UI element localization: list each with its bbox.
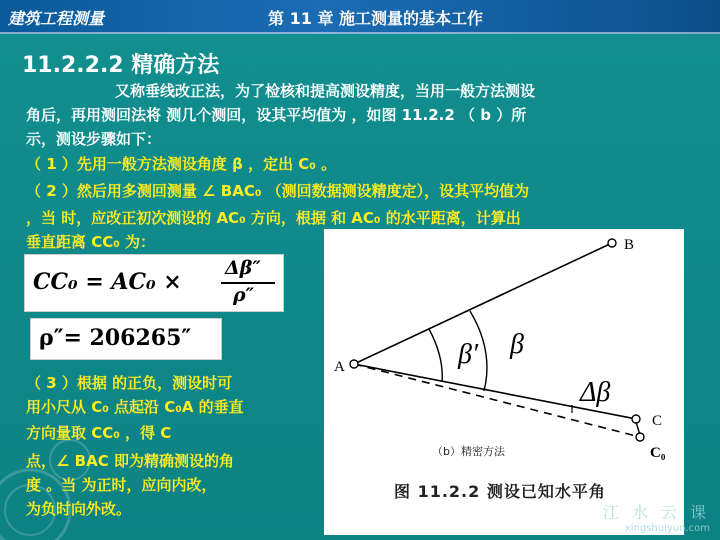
step-3-line-6: 为负时向外改。 [26,500,132,518]
point-c [632,415,640,423]
cc0-formula-lhs: CC₀ = AC₀ × [33,269,182,295]
slide-header [0,0,720,34]
label-b: B [624,237,635,253]
step-3-line-1: （ 3 ）根据 的正负，测设时可 [26,374,233,392]
label-c0: C₀ [650,445,666,461]
angle-diagram [324,229,684,535]
label-c: C [652,413,663,429]
label-a: A [334,359,345,375]
ray-ab [354,243,612,364]
step-2-line-1: （ 2 ）然后用多测回测量 ∠ BAC₀ （测回数据测设精度定），设其平均值为 [26,182,530,200]
step-3-line-5: 度 。当 为正时，应向内改， [26,476,217,494]
label-beta: β [510,329,524,360]
step-3-line-3: 方向量取 CC₀ ，得 C [26,424,172,442]
watermark-name: 江 水 云 课 [602,503,710,522]
watermark [603,500,710,534]
step-3-line-2: 用小尺从 C₀ 点起沿 C₀A 的垂直 [26,398,244,416]
intro-line-3: 示，测设步骤如下： [26,130,162,148]
label-delta-beta: Δβ [580,377,611,408]
arc-beta-prime [429,329,442,382]
cc0-formula-box [24,254,284,312]
label-beta-prime: β′ [458,339,479,370]
cc0-formula-numerator: Δβ″ [225,257,261,279]
intro-line-1: 又称垂线改正法，为了检核和提高测设精度，当用一般方法测设 [115,82,536,100]
section-title: 11.2.2.2 精确方法 [22,53,220,78]
chapter-title: 第 11 章 施工测量的基本工作 [268,9,483,28]
step-3-line-4: 点，∠ BAC 即为精确测设的角 [26,452,234,470]
intro-line-2: 角后，再用测回法将 测几个测回，设其平均值为 ，如图 11.2.2 （ b ）所 [26,106,527,124]
point-a [350,360,358,368]
rho-formula: ρ″= 206265″ [39,325,192,351]
step-2-line-2: ，当 时，应改正初次测设的 AC₀ 方向，根据 和 AC₀ 的水平距离，计算出 [26,209,521,227]
rho-formula-box [30,318,222,360]
point-c0 [636,433,644,441]
cc0-formula-denominator: ρ″ [233,284,255,306]
figure-caption: 图 11.2.2 测设已知水平角 [394,482,606,501]
step-2-line-3: 垂直距离 CC₀ 为： [26,233,156,251]
course-title: 建筑工程测量 [8,9,105,28]
watermark-url: xingshuiyun.com [624,523,710,534]
header-divider [0,32,720,34]
step-1: （ 1 ）先用一般方法测设角度 β ，定出 C₀ 。 [26,155,337,173]
diagram-subcaption: （b）精密方法 [432,445,505,458]
point-b [608,239,616,247]
